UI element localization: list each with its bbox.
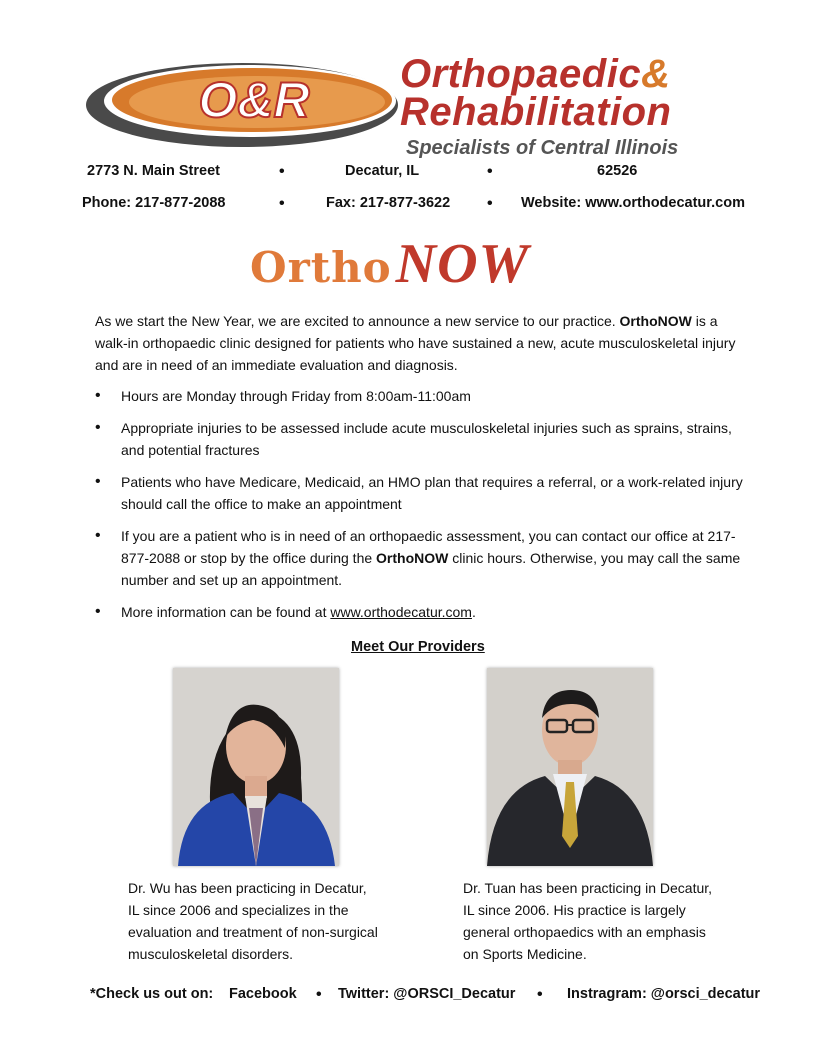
fax-number: Fax: 217-877-3622 (326, 195, 451, 211)
facebook-link[interactable]: Facebook (229, 986, 297, 1002)
separator-dot: • (487, 163, 493, 180)
city-state: Decatur, IL (345, 163, 420, 179)
practice-logo (82, 52, 754, 159)
dr-wu-bio: Dr. Wu has been practicing in Decatur, IL since 2006 and specializes in the evaluation and treatment of non-surgical musculoskeletal disorders. (128, 880, 378, 962)
name-line2: Rehabilitation (400, 90, 672, 134)
list-item-injuries (95, 417, 745, 461)
twitter-handle[interactable]: Twitter: @ORSCI_Decatur (338, 986, 516, 1002)
list-item-more-info (95, 601, 745, 623)
assessment-text-cont: clinic hours. Otherwise, you may call the same number and set up an appointment. (121, 550, 741, 588)
street-address: 2773 N. Main Street (87, 163, 220, 179)
providers-heading: Meet Our Providers (351, 639, 485, 655)
website-link[interactable]: www.orthodecatur.com (330, 604, 472, 620)
dr-wu-photo (173, 668, 339, 866)
practice-tagline: Specialists of Central Illinois (406, 137, 679, 159)
or-monogram-logo (82, 55, 402, 155)
list-item-insurance (95, 471, 745, 515)
social-footer (90, 986, 770, 1008)
intro-paragraph (95, 310, 745, 376)
assessment-brand: OrthoNOW (376, 550, 449, 566)
instagram-handle[interactable]: Instragram: @orsci_decatur (567, 986, 761, 1002)
check-us-out-label: *Check us out on: (90, 986, 214, 1002)
separator-dot: • (487, 195, 493, 212)
name-line1: Orthopaedic (400, 52, 642, 96)
separator-dot: • (316, 986, 322, 1003)
injuries-text: Appropriate injuries to be assessed include acute musculoskeletal injuries such as sprains, strains, and potential fractures (121, 420, 732, 458)
zip-code: 62526 (597, 163, 638, 179)
name-ampersand: & (641, 52, 671, 96)
intro-brand: OrthoNOW (619, 313, 692, 329)
dr-tuan-photo (487, 668, 653, 866)
address-row (82, 163, 754, 183)
orthonow-title (250, 232, 610, 295)
monogram-text: O&R (198, 72, 310, 128)
phone-row (82, 195, 754, 215)
hours-text: Hours are Monday through Friday from 8:00am-11:00am (121, 388, 471, 404)
website-address: Website: www.orthodecatur.com (521, 195, 745, 211)
title-now: NOW (395, 233, 530, 295)
dr-tuan-bio: Dr. Tuan has been practicing in Decatur, IL since 2006. His practice is largely general orthopaedics with an emphasis on Sports Medicine. (463, 880, 713, 962)
practice-name (400, 52, 760, 159)
intro-text-cont: is a walk-in orthopaedic clinic designed for patients who have sustained a new, acute musculoskeletal injury and are in need of an immediate evaluation and diagnosis. (95, 313, 736, 373)
more-info-text: More information can be found at (121, 604, 331, 620)
list-item-assessment (95, 525, 745, 591)
more-info-period: . (471, 604, 476, 620)
info-bullet-list (95, 385, 745, 633)
list-item-hours (95, 385, 745, 407)
separator-dot: • (279, 163, 285, 180)
phone-number: Phone: 217-877-2088 (82, 195, 226, 211)
intro-text: As we start the New Year, we are excited to announce a new service to our practice. (95, 313, 620, 329)
separator-dot: • (537, 986, 543, 1003)
assessment-text: If you are a patient who is in need of an orthopaedic assessment, you can contact our office at 217-877-2088 or stop by the office during the (121, 528, 736, 566)
separator-dot: • (279, 195, 285, 212)
title-ortho: Ortho (250, 243, 392, 292)
insurance-text: Patients who have Medicare, Medicaid, an HMO plan that requires a referral, or a work-related injury should call the office to make an appointment (121, 474, 743, 512)
